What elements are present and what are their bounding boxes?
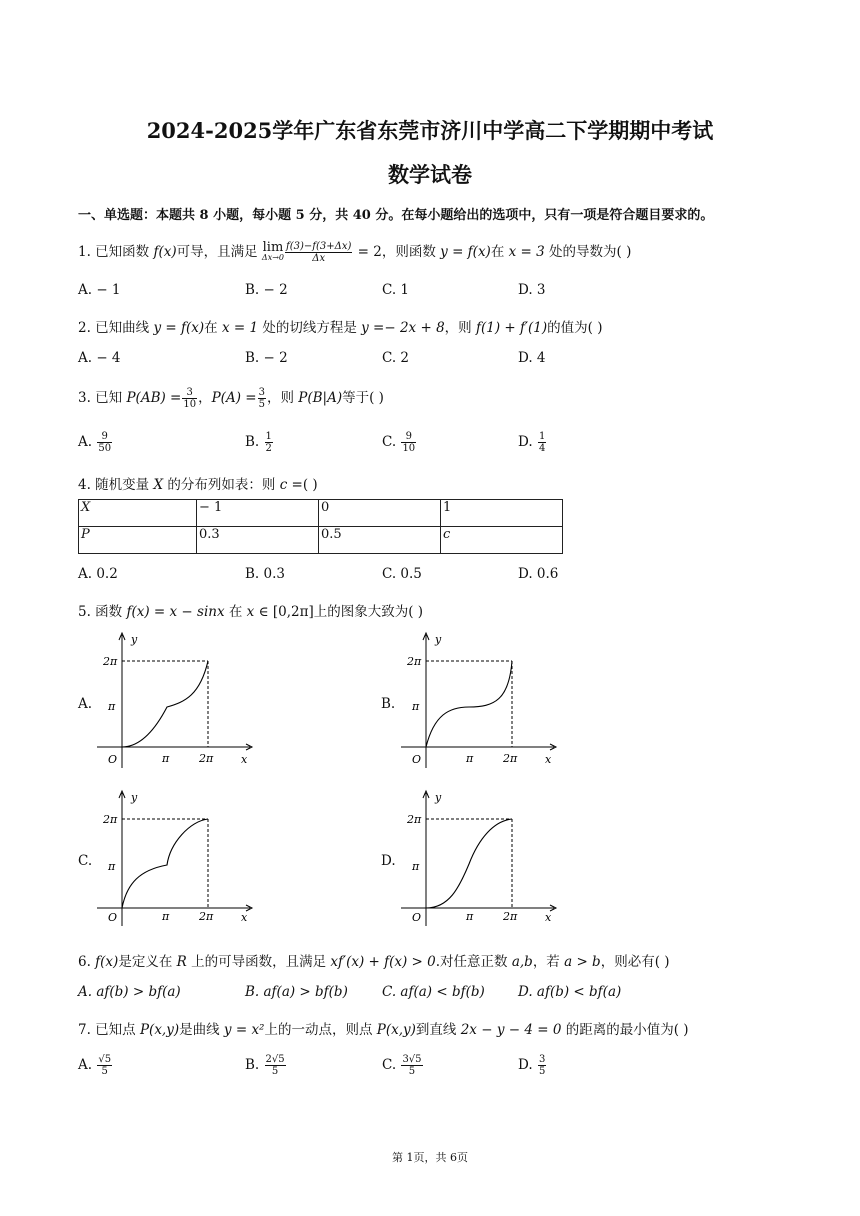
tick-pi: π xyxy=(466,752,474,765)
page-subtitle: 数学试卷 xyxy=(388,162,472,187)
graph-a xyxy=(95,630,260,770)
q1-option-b[interactable]: B. − 2 xyxy=(245,282,288,298)
q2-option-b[interactable]: B. − 2 xyxy=(245,350,288,366)
section-heading: 一、单选题：本题共 8 小题，每小题 5 分，共 40 分。在每小题给出的选项中，只有一项是符合题目要求的。 xyxy=(78,208,714,223)
tick-2pi: 2π xyxy=(199,910,214,923)
q5-option-c[interactable]: C. xyxy=(78,853,93,869)
tick-pi-y: π xyxy=(108,700,116,713)
tick-pi-y: π xyxy=(412,700,420,713)
y-axis-label: y xyxy=(131,633,138,646)
q6-option-a[interactable]: A. af(b) > bf(a) xyxy=(78,984,181,1000)
q6-option-c[interactable]: C. af(a) < bf(b) xyxy=(382,984,485,1000)
table-cell: 1 xyxy=(441,500,563,527)
table-cell: 0.5 xyxy=(319,527,441,554)
y-axis-label: y xyxy=(435,633,442,646)
q2-option-c[interactable]: C. 2 xyxy=(382,350,410,366)
table-row xyxy=(79,500,563,527)
tick-2pi-y: 2π xyxy=(407,655,422,668)
q2-option-a[interactable]: A. − 4 xyxy=(78,350,121,366)
x-axis-label: x xyxy=(545,753,552,766)
question-7: 7. 已知点 P(x,y)是曲线 y = x²上的一动点，则点 P(x,y)到直线 2x − y − 4 = 0 的距离的最小值为( ) xyxy=(78,1022,689,1038)
y-axis-label: y xyxy=(435,791,442,804)
q3-option-a[interactable]: A. $\frac{9}{50}$ xyxy=(78,431,112,454)
q7-option-c[interactable]: C. $\frac{3√5}{5}$ xyxy=(382,1054,422,1077)
q4-option-d[interactable]: D. 0.6 xyxy=(518,566,559,582)
graph-d xyxy=(399,788,564,928)
page-title: 2024-2025学年广东省东莞市济川中学高二下学期期中考试 xyxy=(146,118,714,143)
q5-option-d[interactable]: D. xyxy=(381,853,396,869)
question-6: 6. f(x)是定义在 R 上的可导函数，且满足 xf′(x) + f(x) > 0.对任意正数 a,b，若 a > b，则必有( ) xyxy=(78,954,670,970)
table-cell: X xyxy=(79,500,197,527)
tick-2pi-y: 2π xyxy=(103,813,118,826)
q3-option-b[interactable]: B. $\frac{1}{2}$ xyxy=(245,431,272,454)
question-2: 2. 已知曲线 y = f(x)在 x = 1 处的切线方程是 y =− 2x + 8，则 f(1) + f′(1)的值为( ) xyxy=(78,320,603,336)
tick-pi: π xyxy=(466,910,474,923)
x-axis-label: x xyxy=(241,753,248,766)
question-3: 3. 已知 P(AB) = $\frac{3}{10}$ ，P(A) = $\frac{3}{5}$ ，则 P(B|A)等于( ) xyxy=(78,387,384,410)
distribution-table xyxy=(78,499,563,554)
table-cell: c xyxy=(441,527,563,554)
q3-option-d[interactable]: D. $\frac{1}{4}$ xyxy=(518,431,546,454)
question-1: 1. 已知函数 f(x)可导，且满足 lim Δx→0 $\frac{f(3)-f(3+\Delta x)}{\Delta x}$ = 2，则函数 y = f(x)在 x = 3 处的导数为( ) xyxy=(78,239,632,264)
origin-label: O xyxy=(412,911,422,924)
q6-option-d[interactable]: D. af(b) < bf(a) xyxy=(518,984,622,1000)
tick-2pi: 2π xyxy=(503,752,518,765)
origin-label: O xyxy=(108,911,118,924)
q7-option-b[interactable]: B. $\frac{2√5}{5}$ xyxy=(245,1054,285,1077)
tick-pi: π xyxy=(162,910,170,923)
q4-option-b[interactable]: B. 0.3 xyxy=(245,566,285,582)
graph-b xyxy=(399,630,564,770)
graph-c xyxy=(95,788,260,928)
tick-2pi-y: 2π xyxy=(103,655,118,668)
table-cell: 0.3 xyxy=(197,527,319,554)
page-footer: 第 1页，共 6页 xyxy=(392,1151,468,1164)
tick-2pi: 2π xyxy=(199,752,214,765)
q1-option-c[interactable]: C. 1 xyxy=(382,282,410,298)
tick-pi-y: π xyxy=(108,860,116,873)
tick-pi-y: π xyxy=(412,860,420,873)
tick-pi: π xyxy=(162,752,170,765)
table-cell: P xyxy=(79,527,197,554)
q7-option-d[interactable]: D. $\frac{3}{5}$ xyxy=(518,1054,546,1077)
q5-option-a[interactable]: A. xyxy=(78,696,93,712)
q4-option-a[interactable]: A. 0.2 xyxy=(78,566,118,582)
tick-2pi-y: 2π xyxy=(407,813,422,826)
tick-2pi: 2π xyxy=(503,910,518,923)
q4-option-c[interactable]: C. 0.5 xyxy=(382,566,422,582)
x-axis-label: x xyxy=(241,911,248,924)
origin-label: O xyxy=(412,753,422,766)
q3-option-c[interactable]: C. $\frac{9}{10}$ xyxy=(382,431,416,454)
question-4: 4. 随机变量 X 的分布列如表：则 c =( ) xyxy=(78,477,318,493)
x-axis-label: x xyxy=(545,911,552,924)
origin-label: O xyxy=(108,753,118,766)
q1-option-d[interactable]: D. 3 xyxy=(518,282,546,298)
q2-option-d[interactable]: D. 4 xyxy=(518,350,546,366)
q6-option-b[interactable]: B. af(a) > bf(b) xyxy=(245,984,348,1000)
question-5: 5. 函数 f(x) = x − sinx 在 x ∈ [0,2π]上的图象大致为( ) xyxy=(78,604,424,620)
y-axis-label: y xyxy=(131,791,138,804)
table-row xyxy=(79,527,563,554)
q1-option-a[interactable]: A. − 1 xyxy=(78,282,121,298)
q5-option-b[interactable]: B. xyxy=(381,696,396,712)
table-cell: 0 xyxy=(319,500,441,527)
q7-option-a[interactable]: A. $\frac{√5}{5}$ xyxy=(78,1054,112,1077)
table-cell: − 1 xyxy=(197,500,319,527)
